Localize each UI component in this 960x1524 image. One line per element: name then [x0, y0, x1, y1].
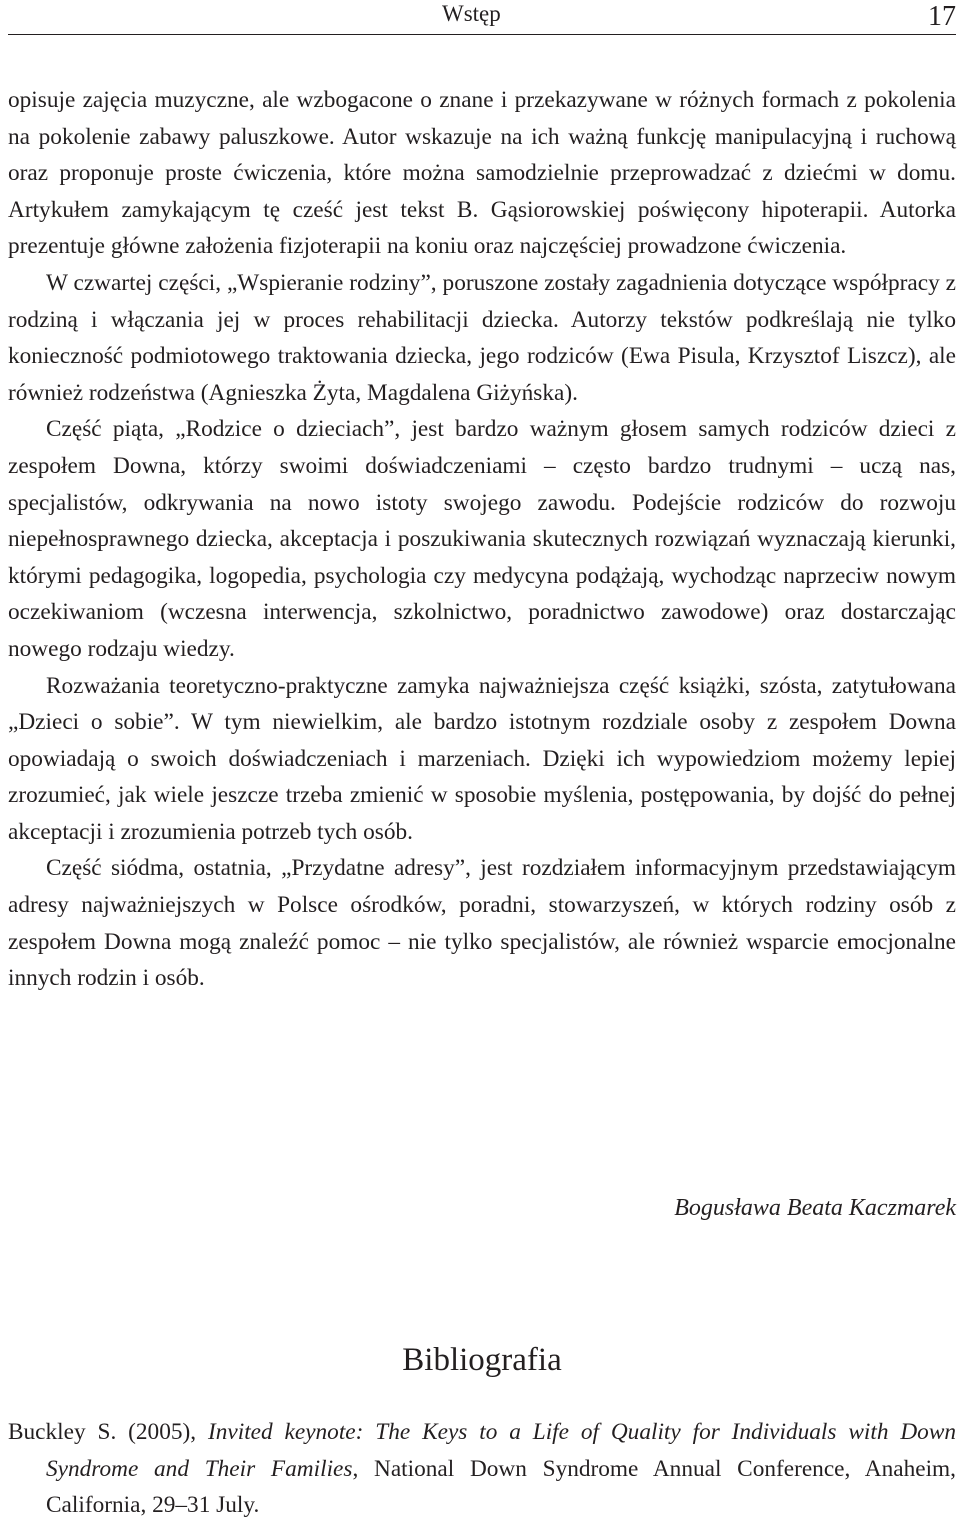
bib-author-year: Buckley S. (2005),	[8, 1419, 208, 1445]
bib-details: , National Down Syndrome Annual Conference, Anaheim, California, 29–31 July.	[46, 1455, 957, 1518]
page-number: 17	[928, 1, 956, 32]
chapter-title: Wstęp	[442, 1, 501, 26]
book-page	[8, 0, 957, 1518]
paragraph-1	[8, 82, 956, 265]
paragraph-1-part-1: opisuje zajęcia muzyczne, ale wzbogacone o znane i przekazywane w różnych formach z pokolenia na pokolenie zabawy paluszkowe. Autor wskazuje na ich ważną funkcję manipulacyjną i ruchową oraz proponuje proste ćwiczenia, które można samodzielnie przeprowadzać z dziećmi w domu. Artykułem zamykającym tę cześć jest tekst B. Gąsiorowskiej poświęcony hipoterapii.	[8, 87, 956, 223]
paragraph-3: Część piąta, „Rodzice o dzieciach”, jest bardzo ważnym głosem samych rodziców dzieci z zespołem Downa, którzy swoimi doświadczeniami – często bardzo trudnymi – uczą nas, specjalistów, odkrywania na nowo istoty swojego zawodu. Podejście rodziców do rozwoju niepełnosprawnego dziecka, akceptacja i poszukiwania skutecznych rozwiązań wyznaczają kierunki, którymi pedagogika, logopedia, psychologia czy medycyna podążają, wychodząc naprzeciw nowym oczekiwaniom (wczesna interwencja, szkolnictwo, poradnictwo zawodowe) oraz dostarczając nowego rodzaju wiedzy.	[8, 416, 956, 662]
paragraph-1-part-2: Autorka prezentuje główne założenia fizjoterapii na koniu oraz najczęściej prowadzone ćwiczenia.	[8, 196, 956, 260]
paragraph-2: W czwartej części, „Wspieranie rodziny”, poruszone zostały zagadnienia dotyczące współpracy z rodziną i włączania jej w proces rehabilitacji dziecka. Autorzy tekstów podkreślają nie tylko konieczność podmiotowego traktowania dziecka, jego rodziców (Ewa Pisula, Krzysztof Liszcz), ale również rodzeństwa (Agnieszka Żyta, Magdalena Giżyńska).	[8, 269, 956, 406]
bib-title: Invited keynote: The Keys to a Life of Quality for Individuals with Down Syndrome and Their Families	[46, 1419, 957, 1482]
bibliography-entry	[8, 1414, 956, 1524]
body-text	[8, 82, 956, 997]
bibliography-heading: Bibliografia	[402, 1342, 562, 1378]
paragraph-5: Część siódma, ostatnia, „Przydatne adresy”, jest rozdziałem informacyjnym przedstawiającym adresy najważniejszych w Polsce ośrodków, poradni, stowarzyszeń, w których rodziny osób z zespołem Downa mogą znaleźć pomoc – nie tylko specjalistów, ale również wsparcie emocjonalne innych rodzin i osób.	[8, 855, 956, 992]
paragraph-4: Rozważania teoretyczno-praktyczne zamyka najważniejsza część książki, szósta, zatytułowana „Dzieci o sobie”. W tym niewielkim, ale bardzo istotnym rozdziale osoby z zespołem Downa opowiadają o swoich doświadczeniach i marzeniach. Dzięki ich wypowiedziom możemy lepiej zrozumieć, jak wiele jeszcze trzeba zmienić w sposobie myślenia, postępowania, by dojść do pełnej akceptacji i zrozumienia potrzeb tych osób.	[8, 672, 956, 845]
author-signature: Bogusława Beata Kaczmarek	[674, 1195, 956, 1221]
running-header	[8, 0, 956, 35]
